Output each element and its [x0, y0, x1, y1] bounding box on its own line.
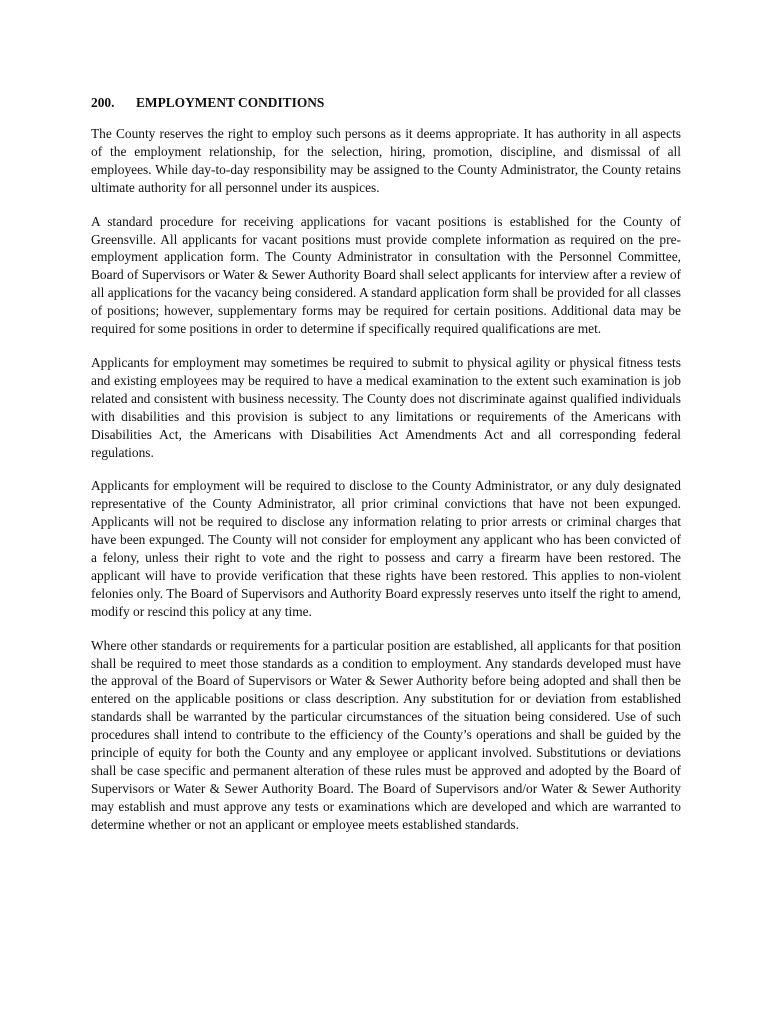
paragraph-position-standards: Where other standards or requirements for a particular position are established, all applicants for that position shall be required to meet those standards as a condition to employment. Any standards developed must have the approval of the Board of Supervisors or Water & Sewer Authority before being adopted and shall then be entered on the applicable positions or class description. Any substitution for or deviation from established standards shall be warranted by the particular circumstances of the situation being considered. Use of such procedures shall intend to contribute to the efficiency of the County’s operations and shall be guided by the principle of equity for both the County and any employee or applicant involved. Substitutions or deviations shall be case specific and permanent alteration of these rules must be approved and adopted by the Board of Supervisors or Water & Sewer Authority Board. The Board of Supervisors and/or Water & Sewer Authority may establish and must approve any tests or examinations which are developed and which are warranted to determine whether or not an applicant or employee meets established standards.: [91, 637, 681, 832]
section-title: EMPLOYMENT CONDITIONS: [136, 95, 325, 110]
paragraph-application-procedure: A standard procedure for receiving applications for vacant positions is established for the County of Greensville. All applicants for vacant positions must provide complete information as required on the pre-employment application form. The County Administrator in consultation with the Personnel Committee, Board of Supervisors or Water & Sewer Authority Board shall select applicants for interview after a review of all applications for the vacancy being considered. A standard application form shall be provided for all classes of positions; however, supplementary forms may be required for certain positions. Additional data may be required for some positions in order to determine if specifically required qualifications are met.: [91, 213, 681, 337]
document-page: [91, 94, 681, 850]
section-heading: [91, 94, 681, 112]
paragraph-medical-examination: Applicants for employment may sometimes be required to submit to physical agility or physical fitness tests and existing employees may be required to have a medical examination to the extent such examination is job related and consistent with business necessity. The County does not discriminate against qualified individuals with disabilities and this provision is subject to any limitations or requirements of the Americans with Disabilities Act, the Americans with Disabilities Act Amendments Act and all corresponding federal regulations.: [91, 354, 681, 460]
paragraph-criminal-convictions: Applicants for employment will be required to disclose to the County Administrator, or any duly designated representative of the County Administrator, all prior criminal convictions that have not been expunged. Applicants will not be required to disclose any information relating to prior arrests or criminal charges that have been expunged. The County will not consider for employment any applicant who has been convicted of a felony, unless their right to vote and the right to possess and carry a firearm have been restored. The applicant will have to provide verification that these rights have been restored. This applies to non-violent felonies only. The Board of Supervisors and Authority Board expressly reserves unto itself the right to amend, modify or rescind this policy at any time.: [91, 478, 681, 619]
section-number: 200.: [91, 95, 115, 110]
paragraph-county-authority: The County reserves the right to employ such persons as it deems appropriate. It has authority in all aspects of the employment relationship, for the selection, hiring, promotion, discipline, and dismissal of all employees. While day-to-day responsibility may be assigned to the County Administrator, the County retains ultimate authority for all personnel under its auspices.: [91, 126, 681, 195]
